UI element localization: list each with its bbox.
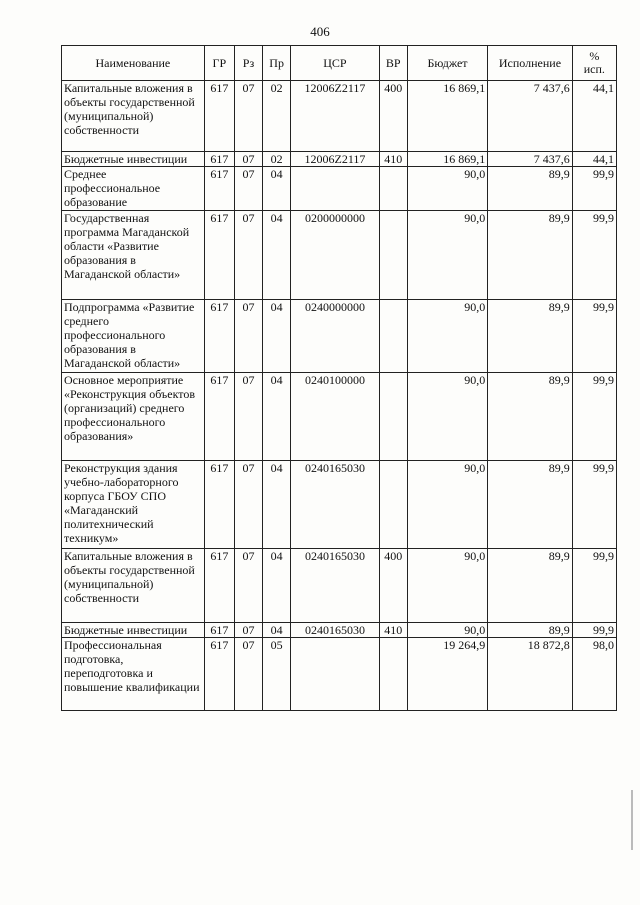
row-vr — [379, 638, 407, 711]
table-row — [62, 461, 617, 549]
row-execution: 7 437,6 — [488, 152, 572, 167]
table-row — [62, 549, 617, 623]
header-gr: ГР — [204, 46, 234, 81]
row-percent: 99,9 — [572, 373, 616, 461]
row-rz: 07 — [234, 549, 262, 623]
row-gr: 617 — [204, 300, 234, 373]
row-csr: 12006Z2117 — [291, 81, 379, 152]
row-pr: 02 — [263, 152, 291, 167]
header-csr: ЦСР — [291, 46, 379, 81]
row-budget: 19 264,9 — [407, 638, 487, 711]
row-execution: 89,9 — [488, 167, 572, 211]
row-pr: 05 — [263, 638, 291, 711]
row-vr — [379, 300, 407, 373]
row-csr: 0240165030 — [291, 549, 379, 623]
row-gr: 617 — [204, 638, 234, 711]
header-vr: ВР — [379, 46, 407, 81]
row-execution: 89,9 — [488, 549, 572, 623]
row-name: Основное мероприятие «Реконструкция объектов (организаций) среднего профессионального образования» — [62, 373, 205, 461]
header-percent: % исп. — [572, 46, 616, 81]
row-gr: 617 — [204, 373, 234, 461]
row-vr — [379, 373, 407, 461]
row-rz: 07 — [234, 623, 262, 638]
row-pr: 04 — [263, 461, 291, 549]
row-pr: 04 — [263, 167, 291, 211]
row-name: Бюджетные инвестиции — [62, 623, 205, 638]
row-budget: 90,0 — [407, 167, 487, 211]
row-execution: 89,9 — [488, 300, 572, 373]
row-rz: 07 — [234, 81, 262, 152]
row-budget: 90,0 — [407, 300, 487, 373]
row-gr: 617 — [204, 549, 234, 623]
row-name: Подпрограмма «Развитие среднего профессионального образования в Магаданской области» — [62, 300, 205, 373]
row-csr — [291, 638, 379, 711]
header-name: Наименование — [62, 46, 205, 81]
row-name: Капитальные вложения в объекты государственной (муниципальной) собственности — [62, 549, 205, 623]
row-vr — [379, 211, 407, 300]
row-pr: 04 — [263, 300, 291, 373]
row-gr: 617 — [204, 167, 234, 211]
row-vr: 400 — [379, 81, 407, 152]
row-pr: 04 — [263, 211, 291, 300]
header-execution: Исполнение — [488, 46, 572, 81]
row-csr: 0240165030 — [291, 461, 379, 549]
table-row — [62, 152, 617, 167]
row-percent: 44,1 — [572, 152, 616, 167]
row-budget: 16 869,1 — [407, 152, 487, 167]
row-percent: 99,9 — [572, 211, 616, 300]
scan-edge-mark — [631, 790, 633, 850]
row-pr: 04 — [263, 549, 291, 623]
table-row — [62, 81, 617, 152]
row-execution: 89,9 — [488, 211, 572, 300]
table-row — [62, 373, 617, 461]
row-percent: 99,9 — [572, 623, 616, 638]
row-csr — [291, 167, 379, 211]
row-budget: 90,0 — [407, 623, 487, 638]
row-budget: 16 869,1 — [407, 81, 487, 152]
row-gr: 617 — [204, 211, 234, 300]
row-vr — [379, 461, 407, 549]
row-vr: 410 — [379, 152, 407, 167]
row-gr: 617 — [204, 152, 234, 167]
row-pr: 02 — [263, 81, 291, 152]
row-gr: 617 — [204, 81, 234, 152]
table-row — [62, 211, 617, 300]
row-vr — [379, 167, 407, 211]
row-rz: 07 — [234, 461, 262, 549]
row-execution: 89,9 — [488, 373, 572, 461]
table-row — [62, 638, 617, 711]
row-rz: 07 — [234, 211, 262, 300]
row-rz: 07 — [234, 373, 262, 461]
row-name: Бюджетные инвестиции — [62, 152, 205, 167]
row-name: Среднее профессиональное образование — [62, 167, 205, 211]
row-name: Государственная программа Магаданской области «Развитие образования в Магаданской области» — [62, 211, 205, 300]
row-percent: 99,9 — [572, 300, 616, 373]
row-rz: 07 — [234, 638, 262, 711]
row-csr: 0240100000 — [291, 373, 379, 461]
row-gr: 617 — [204, 623, 234, 638]
row-csr: 0200000000 — [291, 211, 379, 300]
budget-table — [61, 45, 617, 711]
header-rz: Рз — [234, 46, 262, 81]
row-name: Реконструкция здания учебно-лабораторного корпуса ГБОУ СПО «Магаданский политехнический техникум» — [62, 461, 205, 549]
row-percent: 44,1 — [572, 81, 616, 152]
row-rz: 07 — [234, 152, 262, 167]
row-pr: 04 — [263, 373, 291, 461]
row-pr: 04 — [263, 623, 291, 638]
row-percent: 99,9 — [572, 167, 616, 211]
row-name: Профессиональная подготовка, переподготовка и повышение квалификации — [62, 638, 205, 711]
row-percent: 98,0 — [572, 638, 616, 711]
row-budget: 90,0 — [407, 211, 487, 300]
row-vr: 410 — [379, 623, 407, 638]
row-csr: 0240000000 — [291, 300, 379, 373]
header-budget: Бюджет — [407, 46, 487, 81]
row-percent: 99,9 — [572, 461, 616, 549]
table-row — [62, 300, 617, 373]
row-csr: 12006Z2117 — [291, 152, 379, 167]
row-execution: 7 437,6 — [488, 81, 572, 152]
row-rz: 07 — [234, 167, 262, 211]
row-budget: 90,0 — [407, 373, 487, 461]
table-row — [62, 167, 617, 211]
row-budget: 90,0 — [407, 461, 487, 549]
row-csr: 0240165030 — [291, 623, 379, 638]
row-budget: 90,0 — [407, 549, 487, 623]
table-header-row — [62, 46, 617, 81]
row-execution: 89,9 — [488, 461, 572, 549]
row-percent: 99,9 — [572, 549, 616, 623]
table-row — [62, 623, 617, 638]
header-pr: Пр — [263, 46, 291, 81]
row-rz: 07 — [234, 300, 262, 373]
row-name: Капитальные вложения в объекты государственной (муниципальной) собственности — [62, 81, 205, 152]
row-execution: 89,9 — [488, 623, 572, 638]
row-vr: 400 — [379, 549, 407, 623]
row-execution: 18 872,8 — [488, 638, 572, 711]
row-gr: 617 — [204, 461, 234, 549]
page-number: 406 — [310, 24, 330, 39]
